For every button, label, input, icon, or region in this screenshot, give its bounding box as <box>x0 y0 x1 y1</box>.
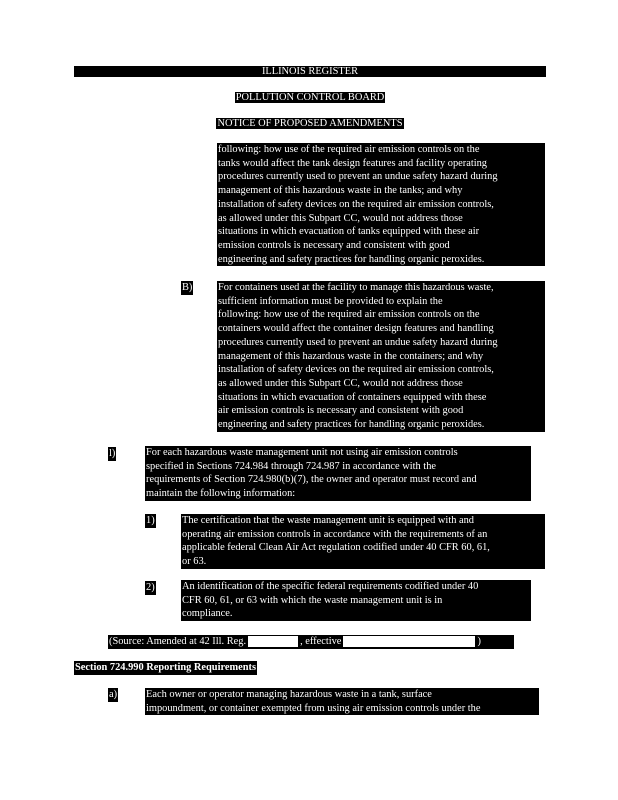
text-line: containers would affect the container design features and handling <box>218 323 494 335</box>
text-line: specified in Sections 724.984 through 724.987 in accordance with the <box>146 460 437 472</box>
text-line: procedures currently used to prevent an undue safety hazard during <box>218 336 498 348</box>
text-line: applicable federal Clean Air Act regulation codified under 40 CFR 60, 61, <box>182 542 490 554</box>
paragraph-2 <box>181 580 531 621</box>
text-line: following: how use of the required air emission controls on the <box>218 309 480 321</box>
text-line: maintain the following information: <box>146 488 296 500</box>
source-note-suffix: ) <box>477 636 481 647</box>
text-line: An identification of the specific federal requirements codified under 40 <box>182 581 479 592</box>
paragraph-1 <box>181 514 545 569</box>
text-line: situations in which evacuation of containers equipped with these <box>218 391 487 403</box>
source-note-middle: , effective <box>300 636 342 647</box>
text-line: following: how use of the required air emission controls on the <box>218 144 480 155</box>
paragraph-l <box>145 446 531 501</box>
text-line: management of this hazardous waste in the tanks; and why <box>218 185 463 197</box>
text-line: engineering and safety practices for handling organic peroxides. <box>218 419 485 431</box>
text-line: situations in which evacuation of tanks equipped with these air <box>218 226 480 238</box>
paragraph-a-label: a) <box>109 689 118 700</box>
text-line: Each owner or operator managing hazardous waste in a tank, surface <box>146 689 432 700</box>
section-heading: Section 724.990 Reporting Requirements <box>75 662 257 673</box>
text-line: management of this hazardous waste in the containers; and why <box>218 350 484 362</box>
text-line: requirements of Section 724.980(b)(7), the owner and operator must record and <box>146 474 477 486</box>
text-line: installation of safety devices on the required air emission controls, <box>218 364 494 376</box>
source-note-prefix: (Source: Amended at 42 Ill. Reg. <box>109 636 247 647</box>
text-line: engineering and safety practices for handling organic peroxides. <box>218 253 485 265</box>
paragraph-b-label: B) <box>182 282 193 293</box>
register-title <box>74 65 546 79</box>
register-title-text: ILLINOIS REGISTER <box>261 66 359 77</box>
notice-title-text: NOTICE OF PROPOSED AMENDMENTS <box>217 118 403 129</box>
text-line: impoundment, or container exempted from using air emission controls under the <box>146 702 481 714</box>
text-line: sufficient information must be provided to explain the <box>218 295 443 307</box>
text-line: installation of safety devices on the required air emission controls, <box>218 198 494 210</box>
text-line: as allowed under this Subpart CC, would not address those <box>218 212 463 224</box>
paragraph-b <box>217 281 545 432</box>
paragraph-l-label: l) <box>109 448 116 459</box>
text-line: For containers used at the facility to manage this hazardous waste, <box>218 282 494 293</box>
source-date-blank <box>248 636 298 647</box>
text-line: air emission controls is necessary and consistent with good <box>218 405 464 417</box>
paragraph-2-label: 2) <box>146 582 155 593</box>
text-line: procedures currently used to prevent an undue safety hazard during <box>218 171 498 183</box>
paragraph-a <box>145 688 539 715</box>
effective-date-blank <box>343 636 475 647</box>
text-line: emission controls is necessary and consistent with good <box>218 239 450 251</box>
text-line: compliance. <box>182 608 233 620</box>
text-line: as allowed under this Subpart CC, would not address those <box>218 377 463 389</box>
text-line: The certification that the waste management unit is equipped with and <box>182 515 474 526</box>
source-note <box>108 635 514 649</box>
text-line: CFR 60, 61, or 63 with which the waste management unit is in <box>182 594 443 606</box>
paragraph-a-continued <box>217 143 545 266</box>
notice-title <box>74 117 546 131</box>
text-line: or 63. <box>182 556 207 568</box>
text-line: operating air emission controls in accordance with the requirements of an <box>182 528 488 540</box>
board-title-text: POLLUTION CONTROL BOARD <box>235 92 385 103</box>
text-line: For each hazardous waste management unit not using air emission controls <box>146 447 458 458</box>
paragraph-1-label: 1) <box>146 515 155 526</box>
board-title <box>74 91 546 105</box>
text-line: tanks would affect the tank design features and facility operating <box>218 157 488 169</box>
